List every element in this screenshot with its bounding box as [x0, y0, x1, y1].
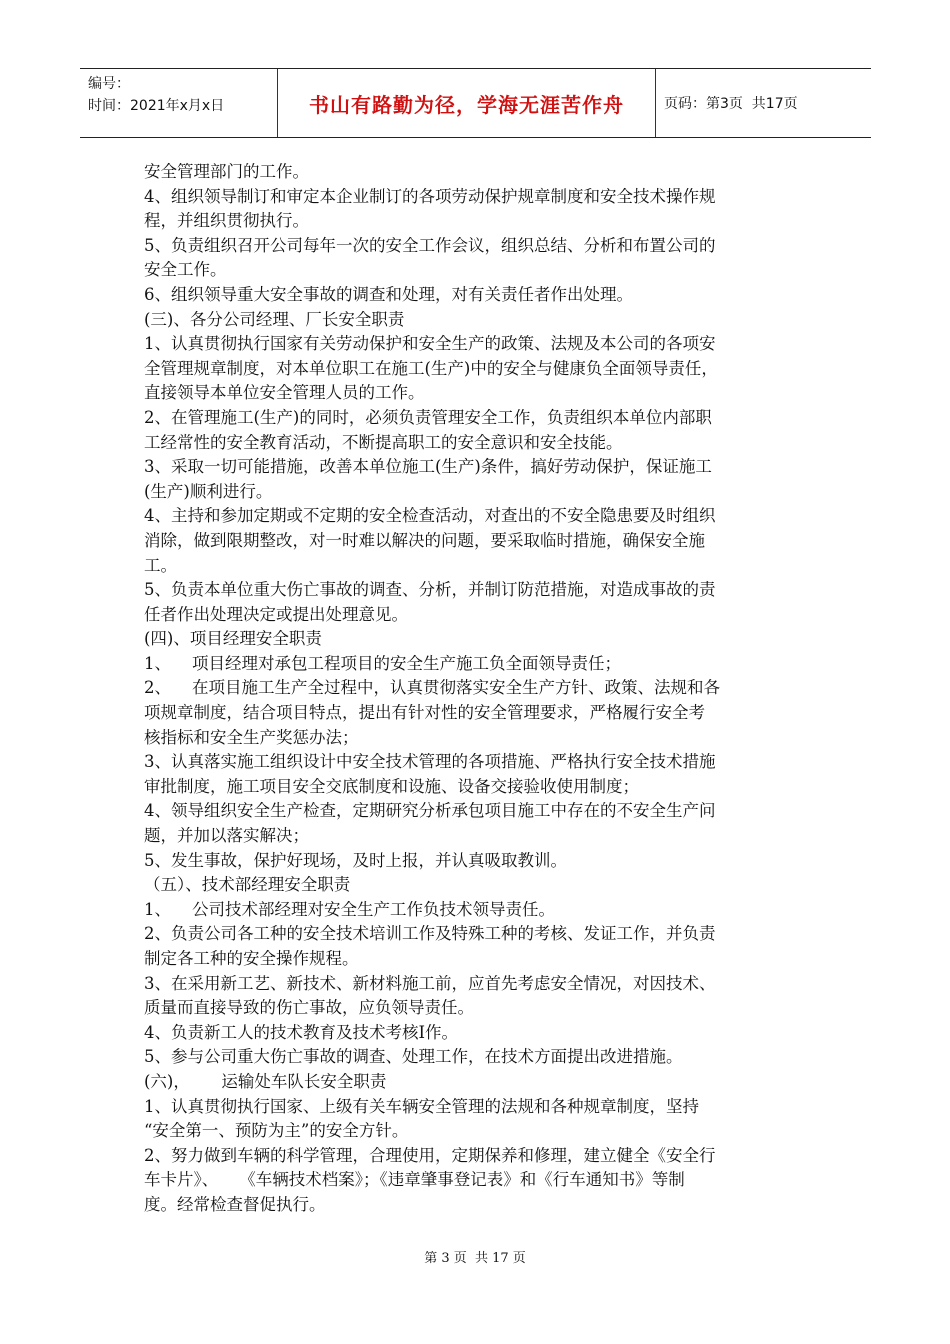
body-text-line: 工。: [144, 555, 177, 575]
body-text-line: 2、 在项目施工生产全过程中，认真贯彻落实安全生产方针、政策、法规和各: [144, 678, 720, 698]
body-text-line: 安全管理部门的工作。: [144, 162, 309, 181]
page-footer: 第 3 页 共 17 页: [424, 1251, 526, 1266]
body-text-line: 4、领导组织安全生产检查，定期研究分析承包项目施工中存在的不安全生产问: [144, 801, 716, 821]
body-text-line: （五）、技术部经理安全职责: [144, 875, 351, 895]
body-text-line: 制定各工种的安全操作规程。: [144, 949, 359, 968]
body-text-line: (四)、项目经理安全职责: [144, 629, 322, 649]
doc-number-label: 编号：: [88, 76, 130, 92]
body-text-line: (六)， 运输处车队长安全职责: [144, 1071, 387, 1091]
body-text-line: 直接领导本单位安全管理人员的工作。: [144, 383, 425, 403]
body-text-line: (生产)顺利进行。: [144, 481, 273, 501]
body-text-line: 6、组织领导重大安全事故的调查和处理，对有关责任者作出处理。: [144, 284, 633, 304]
body-text-line: 质量而直接导致的伤亡事故，应负领导责任。: [144, 998, 474, 1018]
document-body: [144, 160, 814, 1218]
body-text-line: 1、认真贯彻执行国家、上级有关车辆安全管理的法规和各种规章制度，坚持: [144, 1096, 699, 1116]
body-text-line: 4、负责新工人的技术教育及技术考核Ⅰ作。: [144, 1022, 459, 1042]
body-text-line: 5、发生事故，保护好现场，及时上报，并认真吸取教训。: [144, 850, 567, 870]
header-motto: [278, 69, 656, 137]
body-text-line: 任者作出处理决定或提出处理意见。: [144, 604, 408, 624]
body-text-line: 3、在采用新工艺、新技术、新材料施工前，应首先考虑安全情况，对因技术、: [144, 973, 716, 993]
body-text-line: 5、参与公司重大伤亡事故的调查、处理工作，在技术方面提出改进措施。: [144, 1047, 683, 1067]
body-text-line: 核指标和安全生产奖惩办法；: [144, 727, 359, 747]
body-text-line: 3、采取一切可能措施，改善本单位施工(生产)条件，搞好劳动保护，保证施工: [144, 457, 712, 477]
body-text-line: (三)、各分公司经理、厂长安全职责: [144, 309, 405, 329]
body-text-line: 5、负责组织召开公司每年一次的安全工作会议，组织总结、分析和布置公司的: [144, 235, 716, 255]
body-text-line: 3、认真落实施工组织设计中安全技术管理的各项措施、严格执行安全技术措施: [144, 752, 716, 772]
body-text-line: 消除，做到限期整改，对一时难以解决的问题，要采取临时措施，确保安全施: [144, 530, 705, 550]
body-text-line: 车卡片》、 《车辆技术档案》；《违章肇事登记表》和《行车通知书》等制: [144, 1170, 685, 1190]
body-text-line: 2、在管理施工(生产)的同时，必须负责管理安全工作，负责组织本单位内部职: [144, 407, 712, 427]
page-header: [80, 68, 871, 138]
body-text-line: 1、认真贯彻执行国家有关劳动保护和安全生产的政策、法规及本公司的各项安: [144, 334, 716, 354]
doc-date-label: 时间：2021年x月x日: [88, 98, 225, 114]
body-text-line: 审批制度，施工项目安全交底制度和设施、设备交接验收使用制度；: [144, 776, 639, 796]
body-text-line: 工经常性的安全教育活动，不断提高职工的安全意识和安全技能。: [144, 432, 623, 452]
body-text-line: 4、组织领导制订和审定本企业制订的各项劳动保护规章制度和安全技术操作规: [144, 186, 716, 206]
body-text-line: 度。经常检查督促执行。: [144, 1194, 326, 1214]
body-text-line: “安全第一、预防为主”的安全方针。: [144, 1121, 409, 1141]
header-page-info: [656, 69, 871, 137]
body-text-line: 5、负责本单位重大伤亡事故的调查、分析，并制订防范措施，对造成事故的责: [144, 580, 716, 600]
body-text-line: 程，并组织贯彻执行。: [144, 211, 309, 231]
body-text-line: 1、 公司技术部经理对安全生产工作负技术领导责任。: [144, 899, 555, 919]
header-meta: [80, 69, 278, 137]
body-text-line: 2、努力做到车辆的科学管理，合理使用，定期保养和修理，建立健全《安全行: [144, 1145, 716, 1165]
body-text-line: 项规章制度，结合项目特点，提出有针对性的安全管理要求，严格履行安全考: [144, 703, 705, 723]
motto-text: 书山有路勤为径，学海无涯苦作舟: [309, 92, 624, 117]
body-text-line: 题，并加以落实解决；: [144, 826, 309, 846]
body-text-line: 1、 项目经理对承包工程项目的安全生产施工负全面领导责任；: [144, 653, 621, 673]
header-page-label: 页码：第3页 共17页: [664, 96, 798, 112]
body-text-line: 2、负责公司各工种的安全技术培训工作及特殊工种的考核、发证工作，并负责: [144, 924, 716, 944]
body-text-line: 安全工作。: [144, 260, 227, 280]
body-text-line: 全管理规章制度，对本单位职工在施工(生产)中的安全与健康负全面领导责任，: [144, 358, 718, 378]
body-text-line: 4、主持和参加定期或不定期的安全检查活动，对查出的不安全隐患要及时组织: [144, 506, 716, 526]
